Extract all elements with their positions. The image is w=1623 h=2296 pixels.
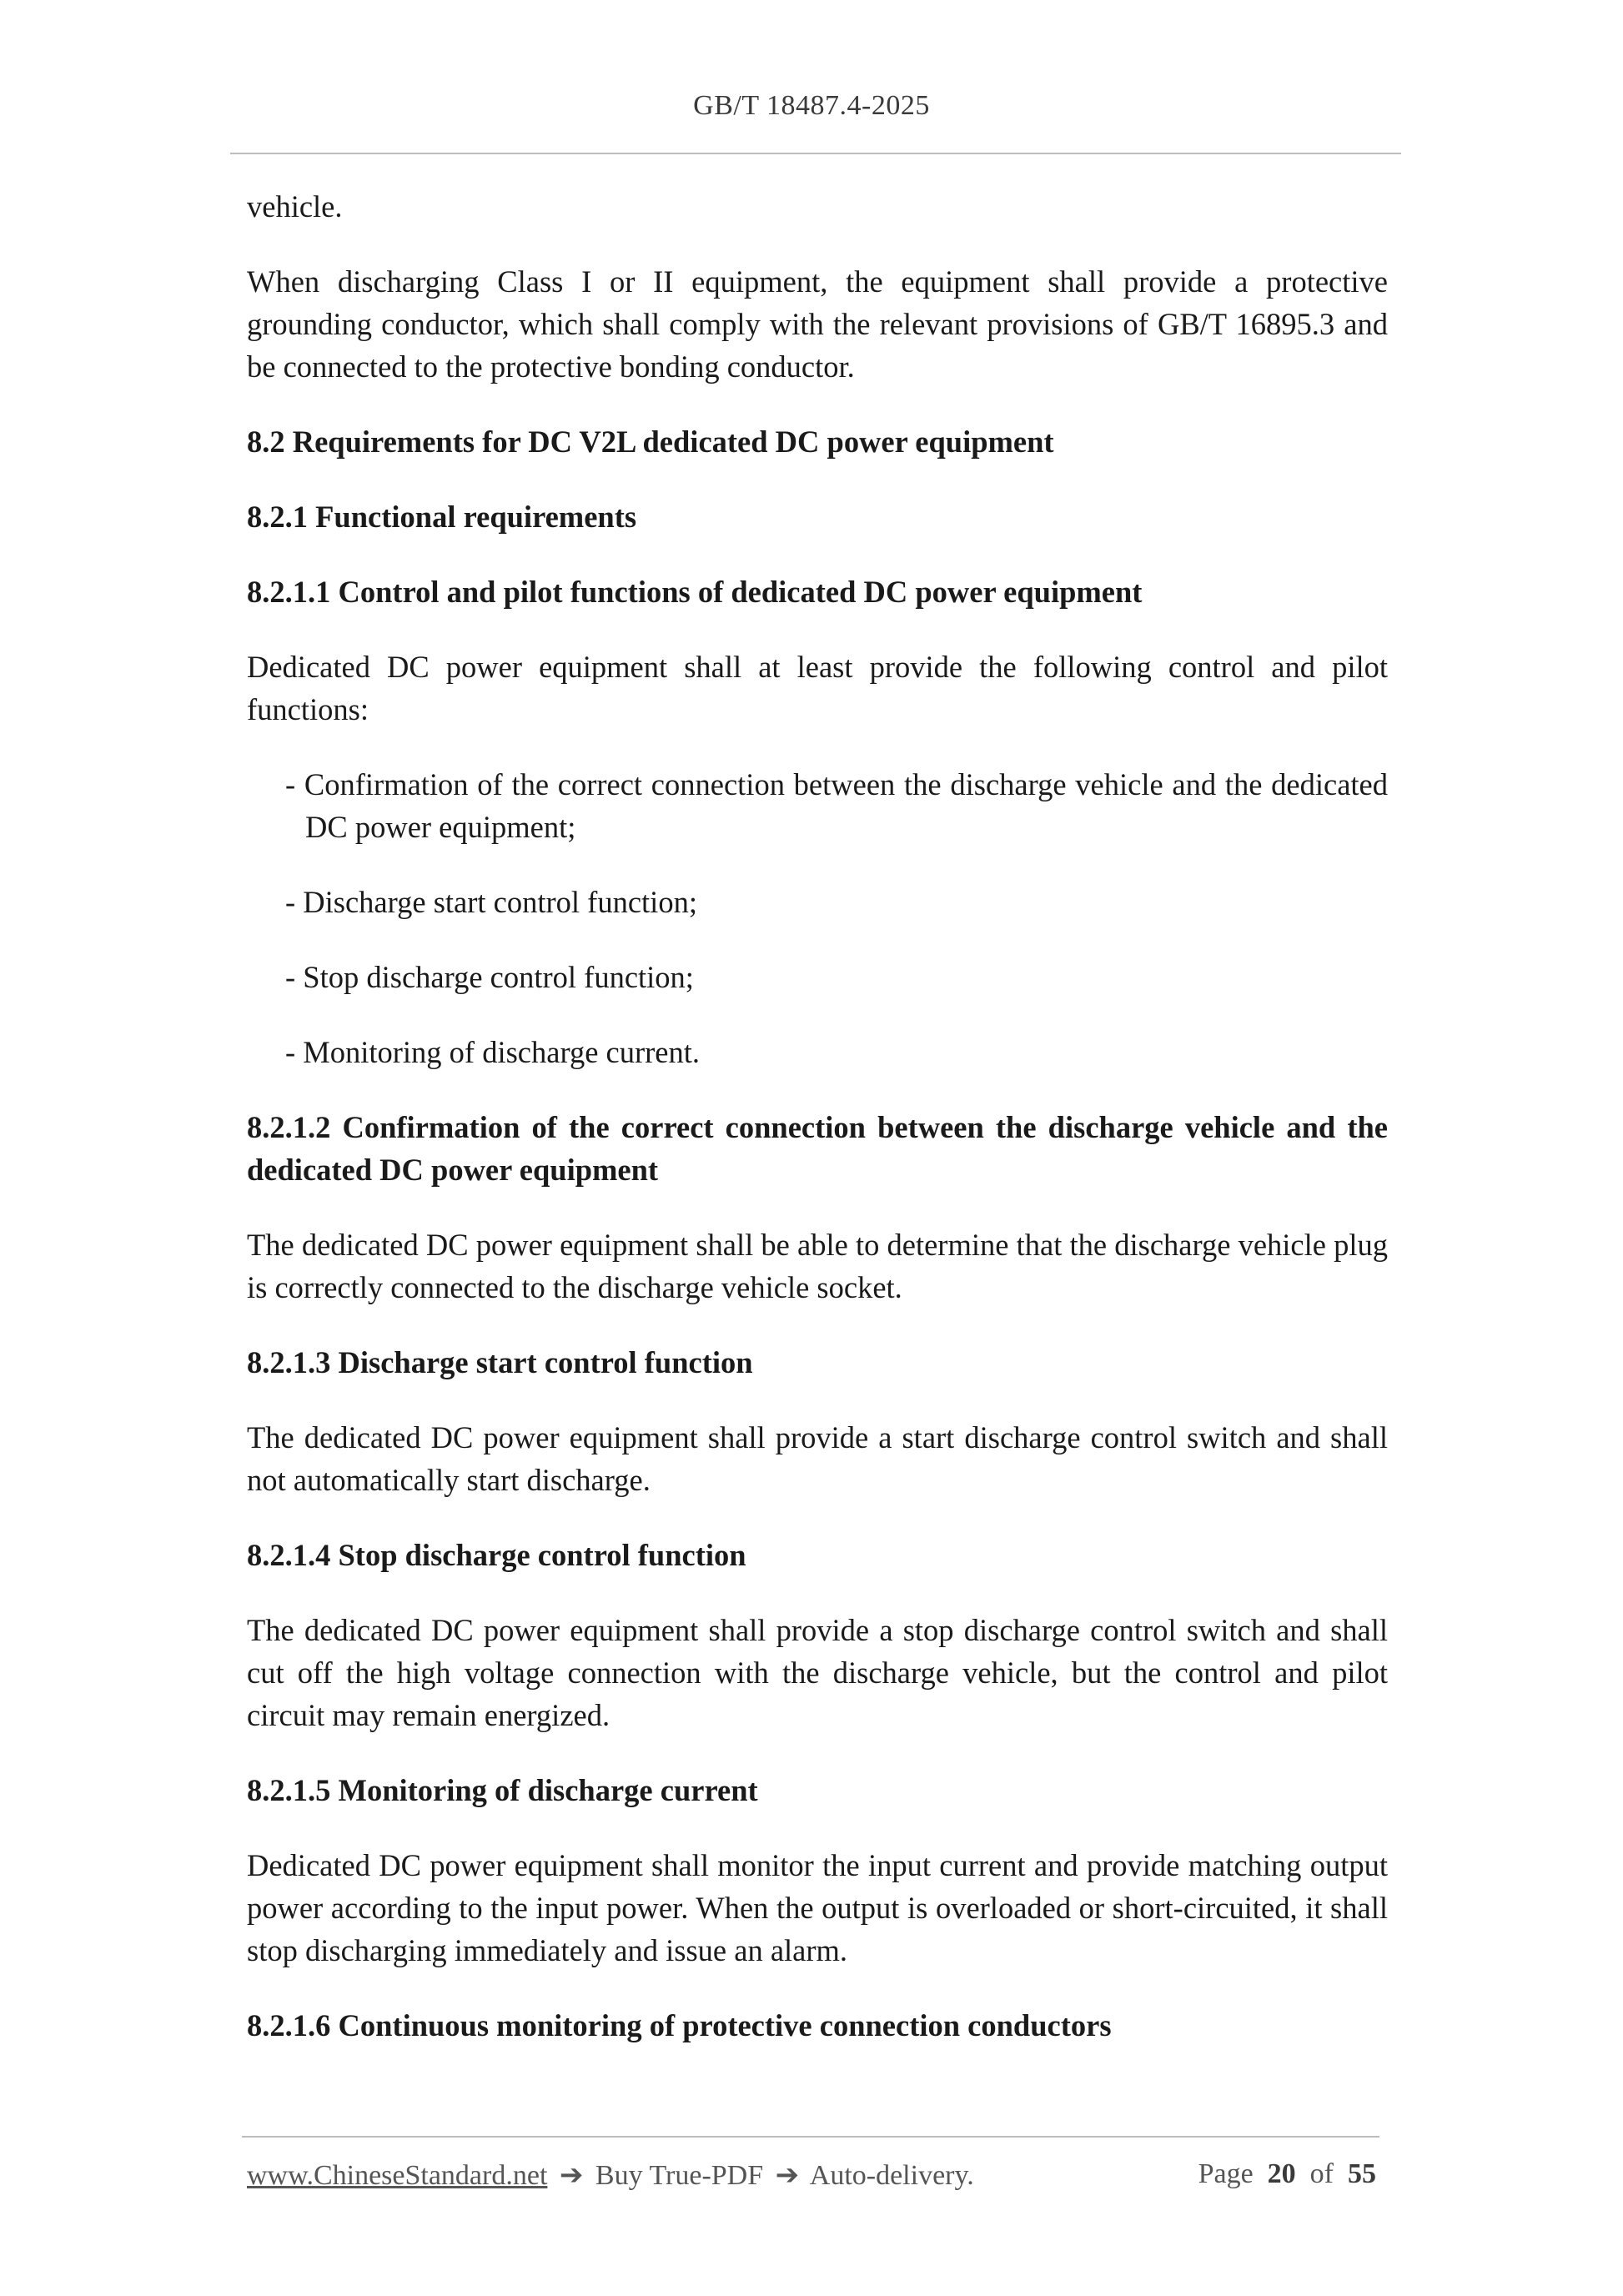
paragraph-vehicle: vehicle. — [247, 189, 343, 224]
total-page-count: 55 — [1348, 2158, 1376, 2189]
paragraph-8-2-1-3: The dedicated DC power equipment shall provide a start discharge control switch and shall not automatically start discharge. — [247, 1420, 1388, 1497]
page-body — [247, 185, 1388, 2079]
paragraph-grounding: When discharging Class I or II equipment, the equipment shall provide a protective grounding conductor, which shall comply with the relevant provisions of GB/T 16895.3 and be connected to the protective bonding conductor. — [247, 264, 1388, 384]
document-id-header: GB/T 18487.4-2025 — [693, 90, 930, 121]
of-label: of — [1309, 2158, 1334, 2189]
section-heading-8-2-1-6: 8.2.1.6 Continuous monitoring of protective connection conductors — [247, 2008, 1112, 2042]
auto-delivery-text: Auto-delivery. — [809, 2160, 974, 2191]
footer-divider — [242, 2136, 1379, 2138]
section-heading-8-2-1-3: 8.2.1.3 Discharge start control function — [247, 1345, 753, 1379]
list-item: - Discharge start control function; — [285, 885, 697, 919]
section-heading-8-2-1: 8.2.1 Functional requirements — [247, 500, 637, 534]
section-heading-8-2-1-4: 8.2.1.4 Stop discharge control function — [247, 1538, 746, 1572]
current-page-number: 20 — [1267, 2158, 1296, 2189]
section-heading-8-2-1-1: 8.2.1.1 Control and pilot functions of dedicated DC power equipment — [247, 575, 1143, 609]
paragraph-8-2-1-4: The dedicated DC power equipment shall provide a stop discharge control switch and shall cut off the high voltage connection with the discharge vehicle, but the control and pilot circuit may remain energized. — [247, 1613, 1388, 1732]
website-link[interactable]: www.ChineseStandard.net — [247, 2160, 548, 2191]
section-heading-8-2-1-5: 8.2.1.5 Monitoring of discharge current — [247, 1773, 758, 1807]
paragraph-8-2-1-1: Dedicated DC power equipment shall at least provide the following control and pilot functions: — [247, 650, 1388, 726]
list-item: - Monitoring of discharge current. — [285, 1035, 701, 1069]
page-label: Page — [1198, 2158, 1254, 2189]
list-item: - Confirmation of the correct connection between the discharge vehicle and the dedicated DC power equipment; — [285, 767, 1388, 844]
paragraph-8-2-1-5: Dedicated DC power equipment shall monitor the input current and provide matching output power according to the input power. When the output is overloaded or short-circuited, it shall stop discharging immediately and issue an alarm. — [247, 1848, 1388, 1967]
footer-promo — [247, 2158, 974, 2192]
right-arrow-icon: ➔ — [559, 2160, 584, 2191]
buy-pdf-text: Buy True-PDF — [595, 2160, 764, 2191]
paragraph-8-2-1-2: The dedicated DC power equipment shall be able to determine that the discharge vehicle plug is correctly connected to the discharge vehicle socket. — [247, 1228, 1388, 1304]
function-list — [247, 763, 1388, 1073]
section-heading-8-2-1-2: 8.2.1.2 Confirmation of the correct connection between the discharge vehicle and the dedicated DC power equipment — [247, 1110, 1388, 1187]
right-arrow-icon: ➔ — [775, 2160, 800, 2191]
page-number — [1198, 2158, 1376, 2190]
page-footer — [247, 2158, 1376, 2200]
section-heading-8-2: 8.2 Requirements for DC V2L dedicated DC power equipment — [247, 425, 1054, 459]
list-item: - Stop discharge control function; — [285, 960, 694, 994]
header-divider — [230, 153, 1401, 154]
